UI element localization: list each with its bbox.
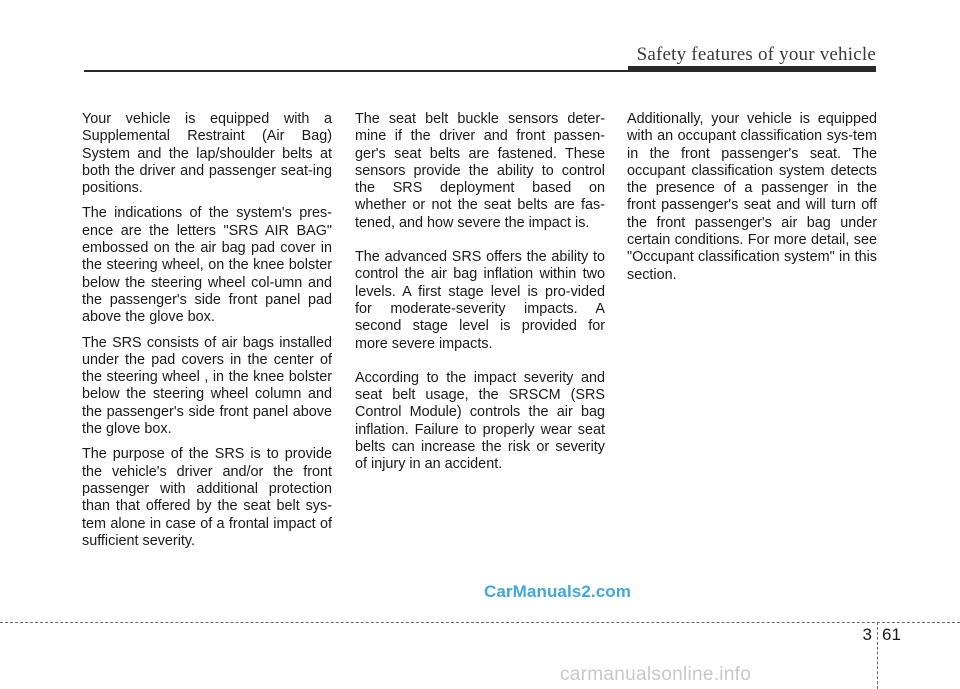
- page-number-divider: [877, 622, 878, 689]
- page-number: 61: [882, 625, 901, 644]
- carmanuals-watermark-link[interactable]: CarManuals2.com: [484, 582, 631, 601]
- paragraph: According to the impact severity and seat belt usage, the SRSCM (SRS Control Module) controls the air bag inflation. Failure to properly wear seat belts can increase the risk or severity of injury in an accident.: [355, 369, 605, 473]
- text-column-2: [355, 111, 605, 482]
- footer-divider: [0, 622, 960, 623]
- section-title: Safety features of your vehicle: [636, 44, 876, 65]
- paragraph: The seat belt buckle sensors deter-mine if the driver and front passen-ger's seat belts are fastened. These sensors provide the ability to control the SRS deployment based on whether or not the seat belts are fas-tened, and how severe the impact is.: [355, 111, 605, 231]
- header-rule: [84, 70, 876, 72]
- paragraph: The advanced SRS offers the ability to control the air bag inflation within two levels. A first stage level is pro-vided for moderate-severity impacts. A second stage level is provided for more severe impacts.: [355, 249, 605, 352]
- paragraph: The SRS consists of air bags installed under the pad covers in the center of the steering wheel , in the knee bolster below the steering wheel column and the passenger's side front panel above the glove box.: [82, 334, 332, 438]
- paragraph: Your vehicle is equipped with a Supplemental Restraint (Air Bag) System and the lap/shoulder belts at both the driver and passenger seat-ing positions.: [82, 111, 332, 197]
- text-column-3: [627, 111, 877, 292]
- paragraph: The purpose of the SRS is to provide the vehicle's driver and/or the front passenger with additional protection than that offered by the seat belt sys-tem alone in case of a frontal impact of sufficient severity.: [82, 446, 332, 549]
- text-column-1: [82, 111, 332, 558]
- chapter-number: 3: [862, 625, 872, 644]
- site-watermark: carmanualsonline.info: [560, 664, 752, 685]
- paragraph: The indications of the system's pres-ence are the letters "SRS AIR BAG" embossed on the air bag pad cover in the steering wheel, on the knee bolster below the steering wheel col-umn and the passenger's side front panel pad above the glove box.: [82, 205, 332, 326]
- paragraph: Additionally, your vehicle is equipped with an occupant classification sys-tem in the front passenger's seat. The occupant classification system detects the presence of a passenger in the front passenger's seat and will turn off the front passenger's air bag under certain conditions. For more detail, see "Occupant classification system" in this section.: [627, 111, 877, 283]
